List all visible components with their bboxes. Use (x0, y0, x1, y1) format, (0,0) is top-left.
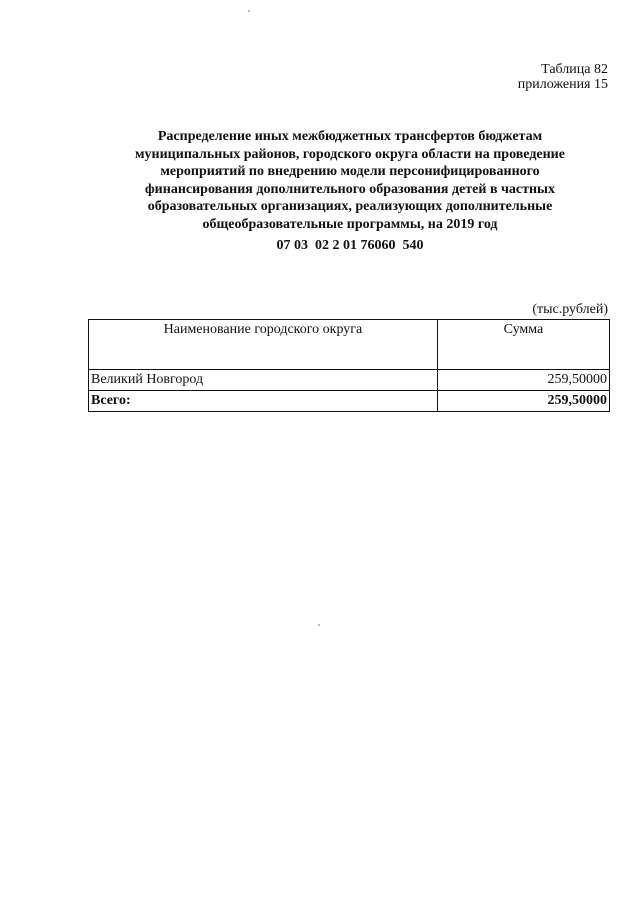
title-line: Распределение иных межбюджетных трансфертов бюджетам (157, 129, 543, 144)
title-line: финансирования дополнительного образования детей в частных (145, 181, 555, 197)
scan-speck (248, 10, 250, 12)
units-label: (тыс.рублей) (532, 302, 608, 317)
column-header-sum: Сумма (437, 320, 609, 370)
title-line: мероприятий по внедрению модели персонифицированного (160, 164, 540, 179)
table-number: Таблица 82 (541, 62, 608, 77)
title-line: общеобразовательные программы, на 2019 год (202, 216, 498, 232)
row-name-cell: Великий Новгород (89, 370, 438, 391)
budget-classification-code: 07 03 02 2 01 76060 540 (276, 238, 424, 253)
appendix-number: приложения 15 (517, 77, 608, 92)
title-line: образовательных организациях, реализующих дополнительные (147, 199, 553, 214)
scan-speck (318, 624, 320, 626)
row-sum-cell: 259,50000 (437, 370, 609, 391)
distribution-table (88, 319, 610, 412)
column-header-name: Наименование городского округа (89, 320, 438, 370)
total-sum-cell: 259,50000 (437, 391, 609, 412)
document-title (90, 128, 610, 233)
total-label-cell: Всего: (89, 391, 438, 412)
table-reference (518, 62, 608, 92)
title-line: муниципальных районов, городского округа области на проведение (135, 146, 565, 162)
table-header-row (89, 320, 610, 370)
total-row (89, 391, 610, 412)
table-row (89, 370, 610, 391)
